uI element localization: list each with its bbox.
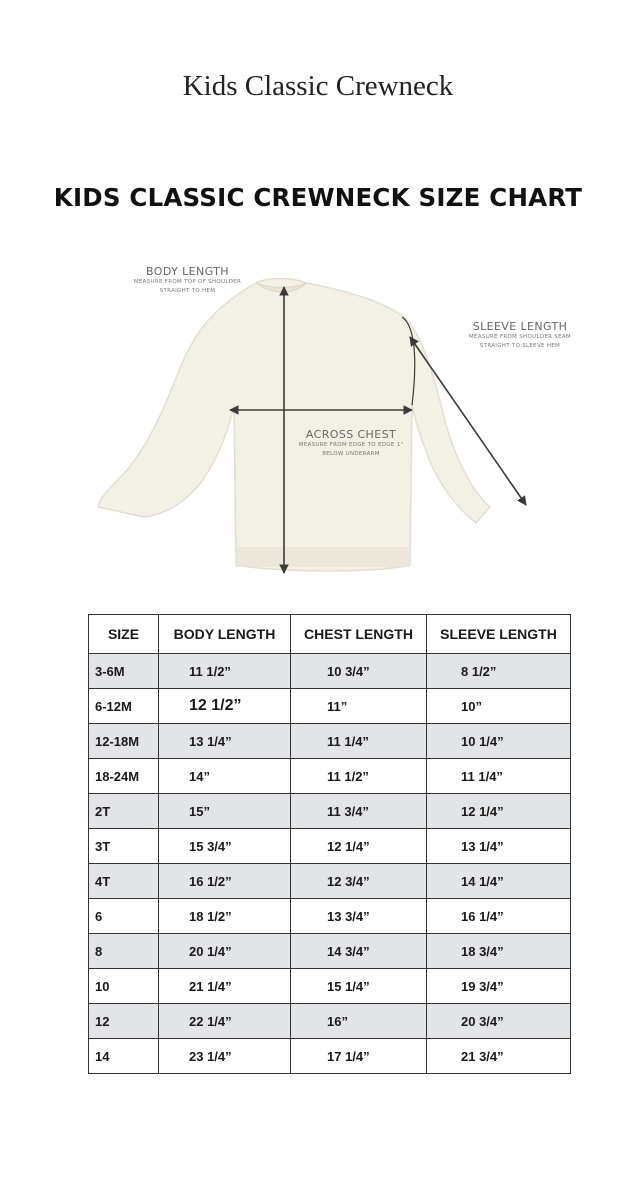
table-row <box>89 1004 571 1039</box>
sleeve-length-label: SLEEVE LENGTH MEASURE FROM SHOULDER SEAM STRAIGHT TO SLEEVE HEM <box>469 320 571 349</box>
body-length-cell: 15 3/4” <box>159 829 291 864</box>
size-cell: 10 <box>89 969 159 1004</box>
size-cell: 2T <box>89 794 159 829</box>
chest-length-cell: 10 3/4” <box>291 654 427 689</box>
size-cell: 6-12M <box>89 689 159 724</box>
size-cell: 4T <box>89 864 159 899</box>
body-length-cell: 21 1/4” <box>159 969 291 1004</box>
table-row <box>89 794 571 829</box>
product-title: Kids Classic Crewneck <box>182 70 454 102</box>
size-cell: 14 <box>89 1039 159 1074</box>
body-length-cell: 13 1/4” <box>159 724 291 759</box>
body-length-label: BODY LENGTH MEASURE FROM TOP OF SHOULDER STRAIGHT TO HEM <box>133 265 242 294</box>
chest-length-cell: 11 1/4” <box>291 724 427 759</box>
table-header-row <box>89 615 571 654</box>
size-chart-heading: KIDS CLASSIC CREWNECK SIZE CHART <box>53 183 583 212</box>
sweater-measurement-diagram <box>80 255 600 585</box>
sleeve-length-cell: 8 1/2” <box>427 654 571 689</box>
table-row <box>89 654 571 689</box>
sleeve-length-cell: 19 3/4” <box>427 969 571 1004</box>
chest-length-cell: 12 3/4” <box>291 864 427 899</box>
table-row <box>89 899 571 934</box>
column-header-body-length: BODY LENGTH <box>159 615 291 654</box>
table-row <box>89 724 571 759</box>
chest-length-cell: 15 1/4” <box>291 969 427 1004</box>
sleeve-length-cell: 11 1/4” <box>427 759 571 794</box>
chest-length-cell: 14 3/4” <box>291 934 427 969</box>
sleeve-length-cell: 12 1/4” <box>427 794 571 829</box>
chest-length-cell: 11 3/4” <box>291 794 427 829</box>
body-length-cell: 12 1/2” <box>159 689 291 724</box>
body-length-cell: 15” <box>159 794 291 829</box>
size-cell: 18-24M <box>89 759 159 794</box>
size-cell: 3T <box>89 829 159 864</box>
chest-length-cell: 16” <box>291 1004 427 1039</box>
body-length-cell: 11 1/2” <box>159 654 291 689</box>
body-length-cell: 20 1/4” <box>159 934 291 969</box>
sweater-hem <box>236 547 410 567</box>
size-cell: 12-18M <box>89 724 159 759</box>
table-row <box>89 864 571 899</box>
table-row <box>89 1039 571 1074</box>
sleeve-length-cell: 10 1/4” <box>427 724 571 759</box>
sleeve-length-cell: 16 1/4” <box>427 899 571 934</box>
table-row <box>89 969 571 1004</box>
chest-length-cell: 13 3/4” <box>291 899 427 934</box>
sleeve-length-cell: 13 1/4” <box>427 829 571 864</box>
size-cell: 8 <box>89 934 159 969</box>
sleeve-length-cell: 14 1/4” <box>427 864 571 899</box>
table-row <box>89 829 571 864</box>
column-header-chest-length: CHEST LENGTH <box>291 615 427 654</box>
across-chest-label: ACROSS CHEST MEASURE FROM EDGE TO EDGE 1" BELOW UNDERARM <box>298 428 404 457</box>
size-cell: 3-6M <box>89 654 159 689</box>
column-header-size: SIZE <box>89 615 159 654</box>
table-row <box>89 689 571 724</box>
size-chart-table <box>88 614 571 1074</box>
table-row <box>89 934 571 969</box>
column-header-sleeve-length: SLEEVE LENGTH <box>427 615 571 654</box>
chest-length-cell: 11 1/2” <box>291 759 427 794</box>
sweater-shape <box>98 279 490 572</box>
chest-length-cell: 17 1/4” <box>291 1039 427 1074</box>
sleeve-length-cell: 20 3/4” <box>427 1004 571 1039</box>
body-length-cell: 16 1/2” <box>159 864 291 899</box>
sleeve-length-cell: 10” <box>427 689 571 724</box>
sleeve-length-cell: 21 3/4” <box>427 1039 571 1074</box>
body-length-cell: 22 1/4” <box>159 1004 291 1039</box>
table-row <box>89 759 571 794</box>
sleeve-length-cell: 18 3/4” <box>427 934 571 969</box>
sweater-illustration <box>80 255 600 585</box>
chest-length-cell: 12 1/4” <box>291 829 427 864</box>
body-length-cell: 18 1/2” <box>159 899 291 934</box>
body-length-cell: 14” <box>159 759 291 794</box>
body-length-cell: 23 1/4” <box>159 1039 291 1074</box>
chest-length-cell: 11” <box>291 689 427 724</box>
size-cell: 12 <box>89 1004 159 1039</box>
size-cell: 6 <box>89 899 159 934</box>
